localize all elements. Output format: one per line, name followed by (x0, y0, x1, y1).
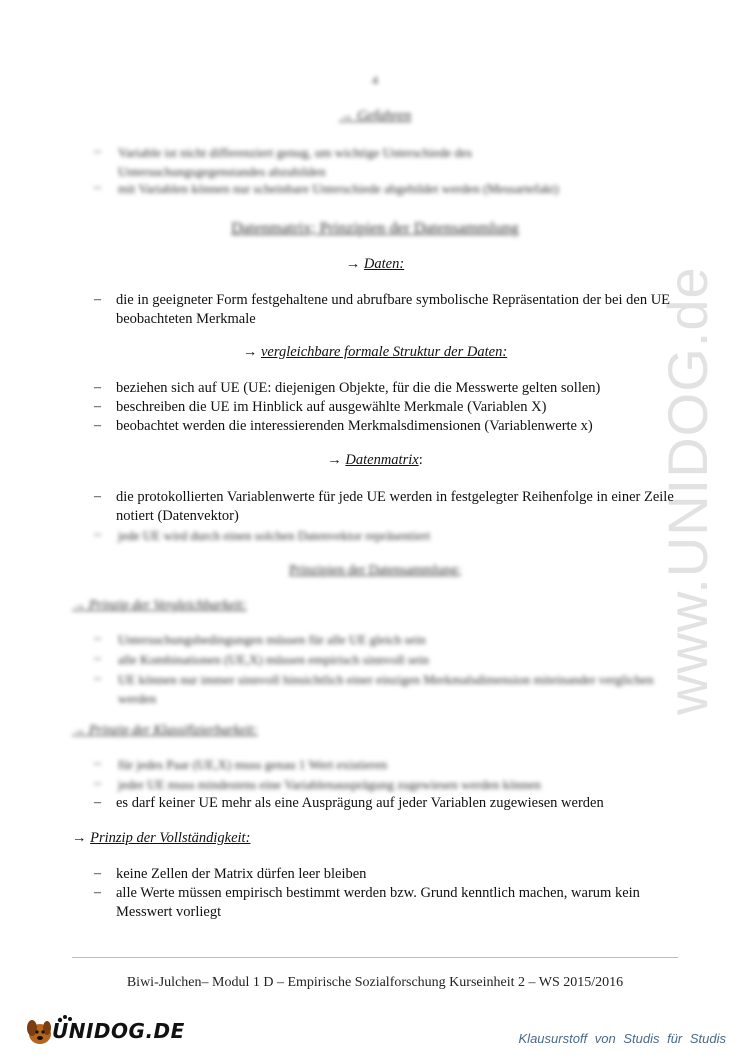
vergleichbarkeit-bullet-3: UE können nur immer sinnvoll hinsichtlich einer einzigen Merkmalsdimension miteinander verglichen werden (118, 672, 654, 706)
datenmatrix-heading (0, 452, 750, 469)
arrow-icon: → (345, 256, 361, 272)
daten-heading (0, 256, 750, 273)
vergleichbarkeit-bullet-2: alle Kombinationen (UE,X) müssen empirisch sinnvoll sein (118, 652, 429, 667)
bullet-marker: – (94, 756, 101, 771)
bullet-marker: – (94, 631, 101, 646)
vollstaendigkeit-bullet-1: keine Zellen der Matrix dürfen leer bleiben (116, 866, 367, 882)
bullet-marker: – (94, 144, 101, 159)
datenmatrix-heading-label: Datenmatrix (345, 452, 419, 468)
struktur-bullet-3: beobachtet werden die interessierenden Merkmalsdimensionen (Variablenwerte x) (116, 418, 593, 434)
bullet-marker: – (94, 671, 101, 686)
logo-text: UNIDOG.DE (52, 1019, 185, 1043)
gefahren-bullet-2: mit Variablen können nur scheinbare Unterschiede abgebildet werden (Messartefakt) (118, 181, 559, 196)
arrow-icon: → (72, 830, 87, 846)
vollstaendigkeit-heading (72, 830, 250, 847)
bullet-marker: – (94, 866, 101, 881)
bullet-marker: – (94, 292, 101, 307)
klassifizierbarkeit-bullet-1: für jedes Paar (UE,X) muss genau 1 Wert existieren (118, 757, 388, 772)
struktur-heading (0, 344, 750, 361)
bullet-marker: – (94, 399, 101, 414)
prinzipien-title: Prinzipien der Datensammlung: (289, 562, 461, 577)
klassifizierbarkeit-heading: → Prinzip der Klassifizierbarkeit: (72, 722, 258, 737)
struktur-bullet-2: beschreiben die UE im Hinblick auf ausgewählte Merkmale (Variablen X) (116, 399, 547, 415)
struktur-heading-label: vergleichbare formale Struktur der Daten: (260, 344, 508, 360)
watermark-text: www.UNIDOG.de (656, 266, 719, 715)
klassifizierbarkeit-bullet-3: es darf keiner UE mehr als eine Ausprägung auf jeder Variablen zugewiesen werden (116, 795, 604, 811)
struktur-bullet-1: beziehen sich auf UE (UE: diejenigen Objekte, für die die Messwerte gelten sollen) (116, 380, 601, 396)
gefahren-bullet-1: Variable ist nicht differenziert genug, um wichtige Unterschiede des Untersuchungsgegenstandes abzubilden (118, 145, 472, 179)
bullet-marker: – (94, 380, 101, 395)
page-number: 4 (372, 73, 378, 87)
tagline: Klausurstoff von Studis für Studis (518, 1031, 726, 1046)
vollstaendigkeit-heading-label: Prinzip der Vollständigkeit: (90, 830, 251, 846)
bullet-marker: – (94, 776, 101, 791)
gefahren-heading: → Gefahren (338, 108, 412, 124)
daten-heading-label: Daten: (363, 256, 405, 272)
vollstaendigkeit-bullet-2: alle Werte müssen empirisch bestimmt werden bzw. Grund kenntlich machen, warum kein Messwert vorliegt (116, 885, 640, 920)
daten-bullet: die in geeigneter Form festgehaltene und abrufbare symbolische Repräsentation der bei den UE beobachteten Merkmale (116, 292, 671, 327)
vergleichbarkeit-heading: → Prinzip der Vergleichbarkeit: (72, 597, 247, 612)
bullet-marker: – (94, 651, 101, 666)
bullet-marker: – (94, 527, 101, 542)
arrow-icon: → (327, 452, 342, 468)
datenmatrix-section-title: Datenmatrix; Prinzipien der Datensammlung (231, 220, 519, 237)
bullet-marker: – (94, 418, 101, 433)
arrow-icon: → (242, 344, 258, 360)
bullet-marker: – (94, 795, 101, 810)
klassifizierbarkeit-bullet-2: jeder UE muss mindestens eine Variablenausprägung zugewiesen werden können (118, 777, 541, 792)
bullet-marker: – (94, 180, 101, 195)
datenmatrix-bullet-1: die protokollierten Variablenwerte für jede UE werden in festgelegter Reihenfolge in einer Zeile notiert (Datenvektor) (116, 489, 674, 524)
page-footer: Biwi-Julchen– Modul 1 D – Empirische Sozialforschung Kurseinheit 2 – WS 2015/2016 (126, 975, 624, 990)
bullet-marker: – (94, 489, 101, 504)
vergleichbarkeit-bullet-1: Untersuchungsbedingungen müssen für alle UE gleich sein (118, 632, 426, 647)
colon: : (418, 452, 423, 468)
bullet-marker: – (94, 885, 101, 900)
datenmatrix-bullet-2: jede UE wird durch einen solchen Datenvektor repräsentiert (118, 528, 431, 543)
footer-divider (72, 957, 678, 958)
